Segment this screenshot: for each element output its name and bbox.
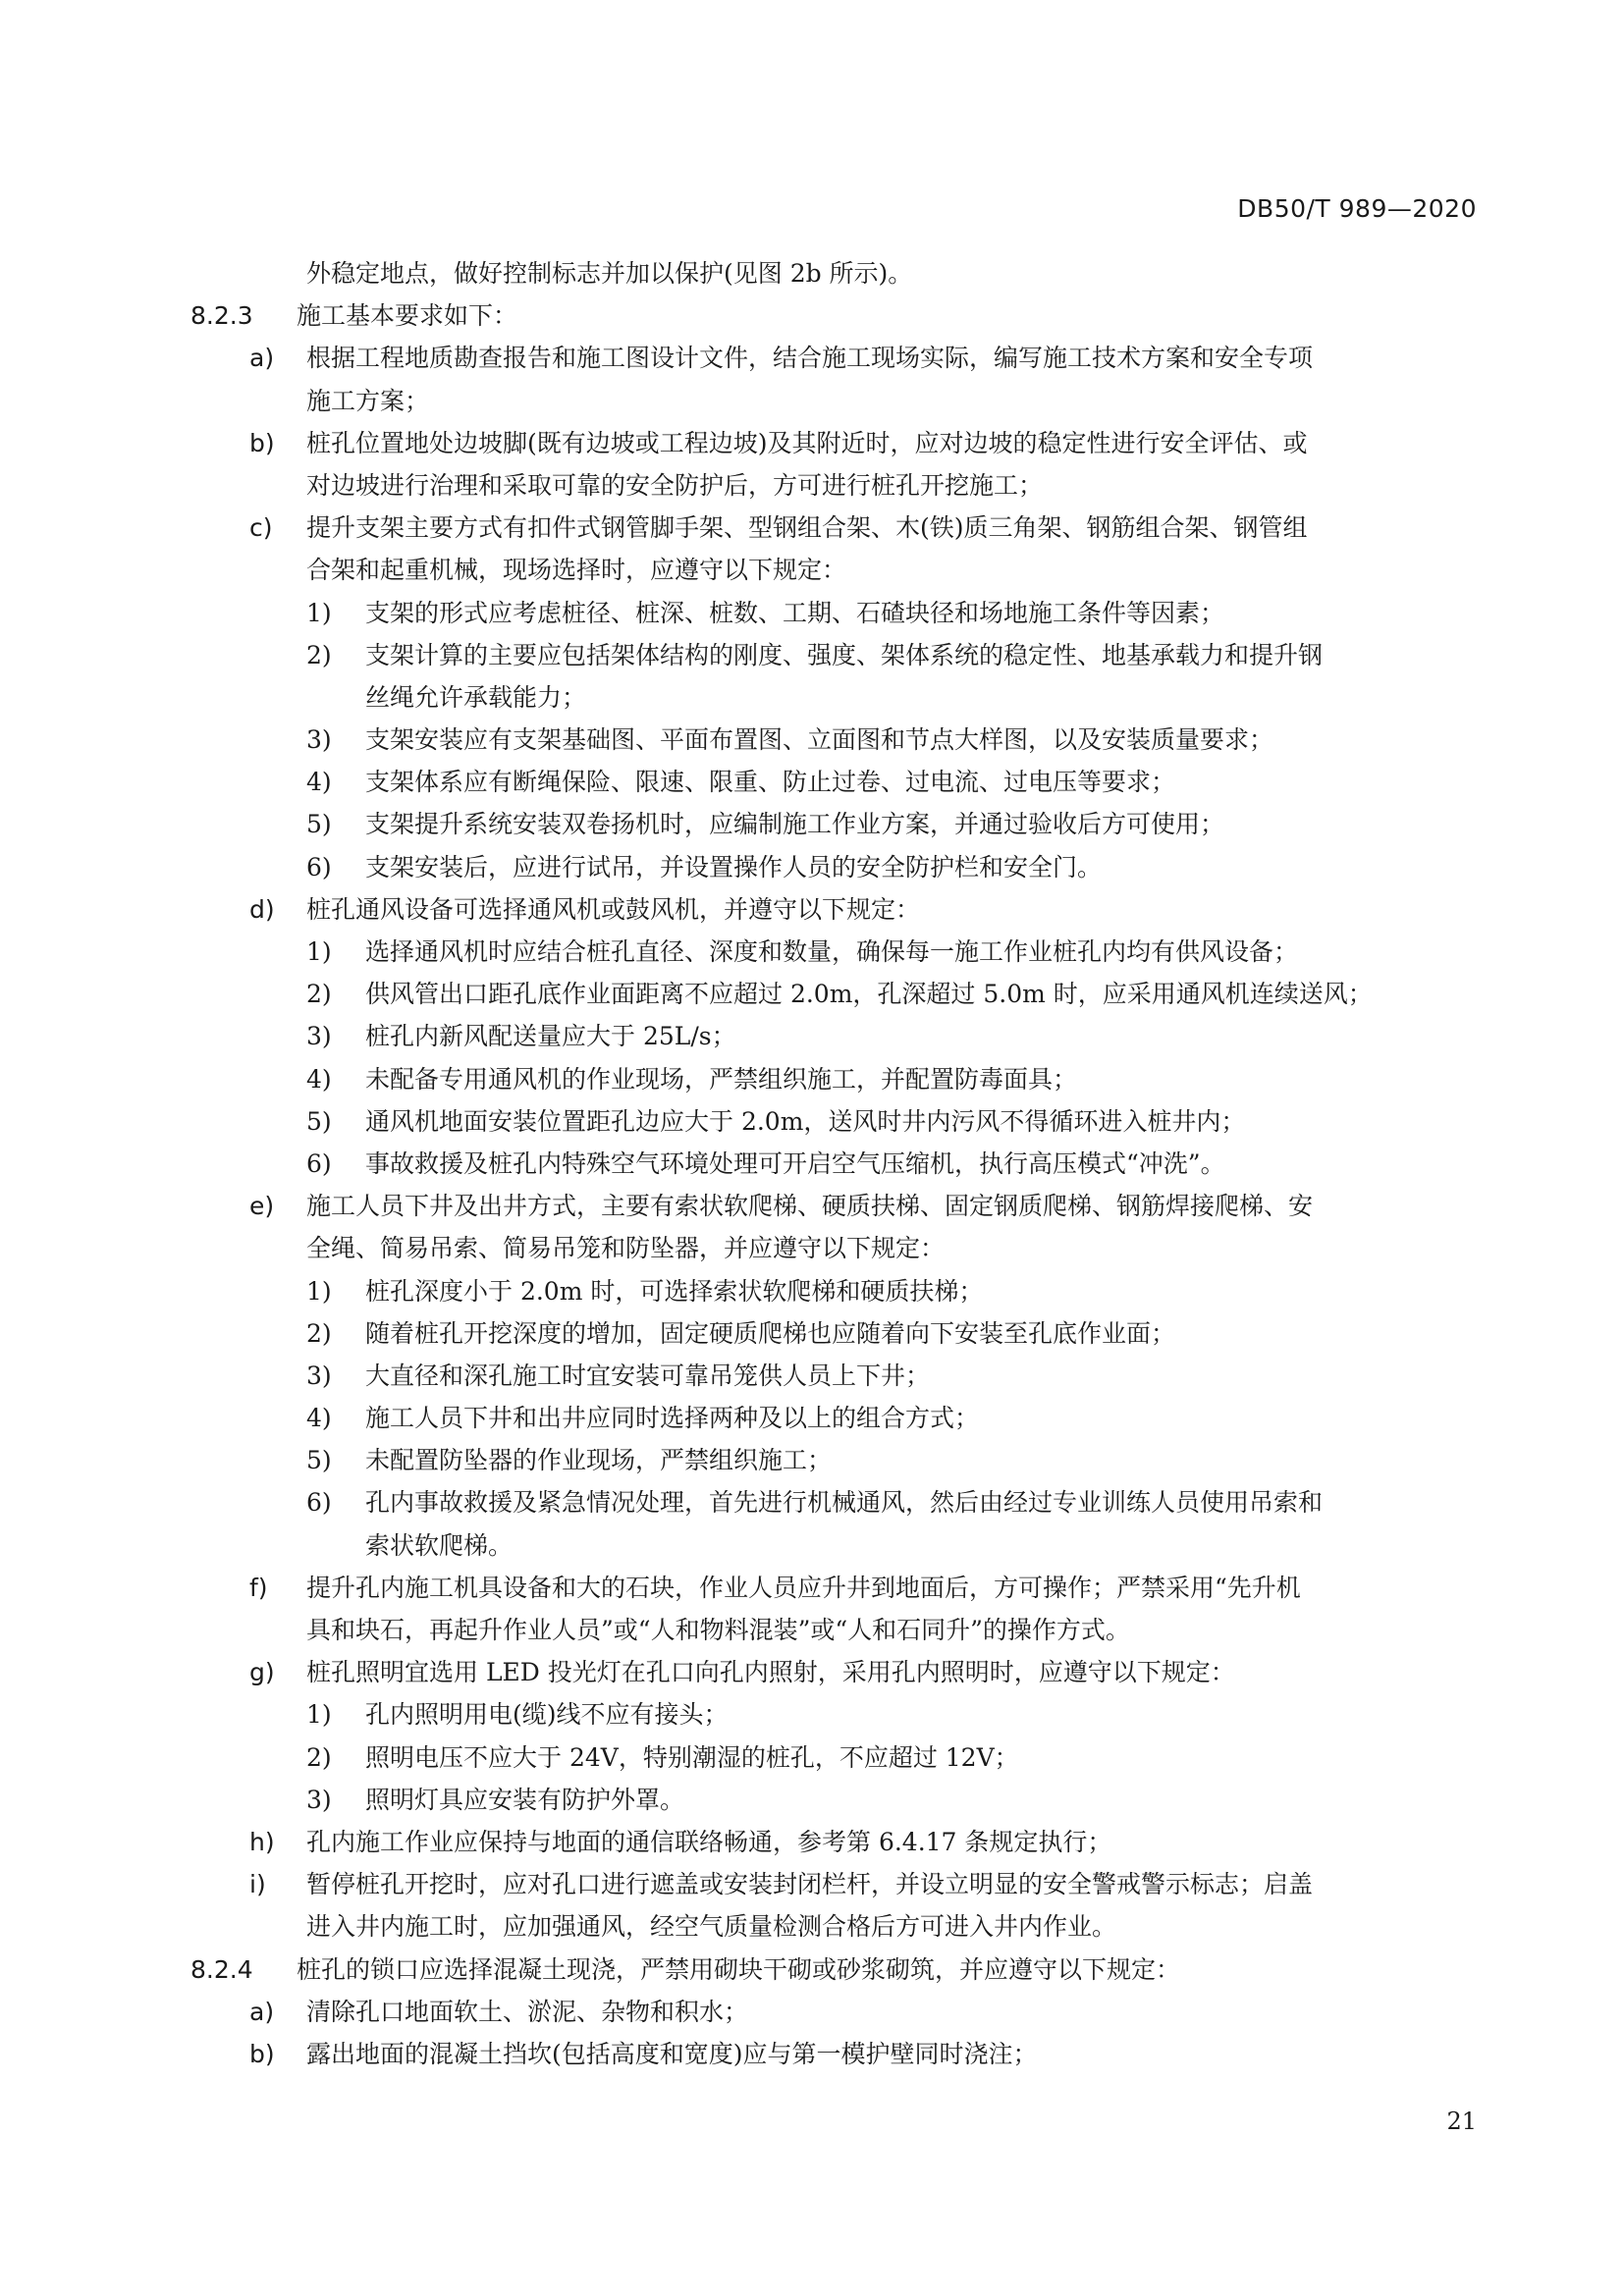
list-marker: 2)	[306, 640, 332, 669]
section-heading	[0, 294, 1624, 337]
section-number: 8.2.3	[190, 301, 253, 331]
line-text: 支架提升系统安装双卷扬机时，应编制施工作业方案，并通过验收后方可使用；	[365, 810, 1225, 839]
continuation-line	[0, 1524, 1624, 1567]
sub-list-item	[0, 634, 1624, 676]
list-marker: 6)	[306, 1488, 332, 1518]
line-text: 支架安装应有支架基础图、平面布置图、立面图和节点大样图，以及安装质量要求；	[365, 725, 1274, 755]
continuation-line	[0, 1227, 1624, 1269]
continuation-line	[0, 1609, 1624, 1651]
sub-list-item	[0, 1100, 1624, 1143]
sub-list-item	[0, 1270, 1624, 1312]
list-marker: b)	[249, 428, 275, 457]
list-marker: 3)	[306, 725, 332, 755]
list-item	[0, 888, 1624, 931]
line-text: 通风机地面安装位置距孔边应大于 2.0m，送风时井内污风不得循环进入桩井内；	[365, 1106, 1246, 1136]
line-text: 孔内事故救援及紧急情况处理，首先进行机械通风，然后由经过专业训练人员使用吊索和	[365, 1488, 1324, 1518]
line-text: 桩孔的锁口应选择混凝土现浇，严禁用砌块干砌或砂浆砌筑，并应遵守以下规定：	[297, 1954, 1181, 1984]
line-text: 提升孔内施工机具设备和大的石块，作业人员应升井到地面后，方可操作；严禁采用“先升机	[306, 1573, 1301, 1602]
line-text: 提升支架主要方式有扣件式钢管脚手架、型钢组合架、木(铁)质三角架、钢筋组合架、钢管组	[306, 513, 1308, 543]
line-text: 根据工程地质勘查报告和施工图设计文件，结合施工现场实际，编写施工技术方案和安全专项	[306, 344, 1314, 373]
line-text: 照明灯具应安装有防护外罩。	[365, 1785, 685, 1814]
list-marker: 1)	[306, 1276, 332, 1306]
line-text: 供风管出口距孔底作业面距离不应超过 2.0m，孔深超过 5.0m 时，应采用通风机连续送风；	[365, 980, 1373, 1009]
list-marker: e)	[249, 1192, 275, 1221]
continuation-line	[0, 380, 1624, 422]
list-marker: 4)	[306, 1404, 332, 1433]
list-marker: b)	[249, 2039, 275, 2068]
line-text: 桩孔内新风配送量应大于 25L/s；	[365, 1022, 736, 1051]
line-text: 支架计算的主要应包括架体结构的刚度、强度、架体系统的稳定性、地基承载力和提升钢	[365, 640, 1324, 669]
sub-list-item	[0, 719, 1624, 761]
continuation-line	[0, 464, 1624, 507]
line-text: 具和块石，再起升作业人员”或“人和物料混装”或“人和石同升”的操作方式。	[306, 1616, 1130, 1644]
document-code: DB50/T 989—2020	[1237, 194, 1477, 223]
list-item	[0, 1991, 1624, 2033]
sub-list-item	[0, 1355, 1624, 1397]
line-text: 大直径和深孔施工时宜安装可靠吊笼供人员上下井；	[365, 1361, 931, 1390]
sub-list-item	[0, 1143, 1624, 1185]
line-text: 支架的形式应考虑桩径、桩深、桩数、工期、石碴块径和场地施工条件等因素；	[365, 598, 1225, 627]
line-text: 露出地面的混凝土挡坎(包括高度和宽度)应与第一模护壁同时浇注；	[306, 2039, 1038, 2068]
line-text: 桩孔位置地处边坡脚(既有边坡或工程边坡)及其附近时，应对边坡的稳定性进行安全评估、或	[306, 428, 1308, 457]
line-text: 进入井内施工时，应加强通风，经空气质量检测合格后方可进入井内作业。	[306, 1912, 1117, 1942]
line-text: 丝绳允许承载能力；	[365, 682, 587, 712]
list-marker: 5)	[306, 810, 332, 839]
list-item	[0, 1651, 1624, 1693]
list-marker: 3)	[306, 1785, 332, 1814]
sub-list-item	[0, 592, 1624, 634]
line-text: 桩孔照明宜选用 LED 投光灯在孔口向孔内照射，采用孔内照明时，应遵守以下规定：	[306, 1658, 1235, 1687]
list-marker: a)	[249, 1997, 275, 2026]
list-item	[0, 2033, 1624, 2075]
sub-list-item	[0, 931, 1624, 973]
list-item	[0, 507, 1624, 549]
line-text: 桩孔深度小于 2.0m 时，可选择索状软爬梯和硬质扶梯；	[365, 1276, 984, 1306]
line-text: 随着桩孔开挖深度的增加，固定硬质爬梯也应随着向下安装至孔底作业面；	[365, 1318, 1176, 1348]
list-item	[0, 422, 1624, 464]
line-text: 合架和起重机械，现场选择时，应遵守以下规定：	[306, 556, 847, 585]
continuation-line	[0, 1905, 1624, 1948]
sub-list-item	[0, 1312, 1624, 1355]
sub-list-item	[0, 761, 1624, 803]
line-text: 暂停桩孔开挖时，应对孔口进行遮盖或安装封闭栏杆，并设立明显的安全警戒警示标志；启盖	[306, 1870, 1314, 1899]
continuation-line	[0, 676, 1624, 719]
sub-list-item	[0, 1058, 1624, 1100]
line-text: 支架安装后，应进行试吊，并设置操作人员的安全防护栏和安全门。	[365, 852, 1103, 881]
list-marker: c)	[249, 513, 273, 543]
sub-list-item	[0, 973, 1624, 1015]
line-text: 索状软爬梯。	[365, 1530, 514, 1560]
list-item	[0, 337, 1624, 379]
list-marker: 5)	[306, 1446, 332, 1475]
list-marker: f)	[249, 1573, 268, 1602]
sub-list-item	[0, 1736, 1624, 1779]
sub-list-item	[0, 846, 1624, 888]
line-text: 未配备专用通风机的作业现场，严禁组织施工，并配置防毒面具；	[365, 1064, 1078, 1094]
line-text: 施工方案；	[306, 386, 430, 415]
sub-list-item	[0, 1015, 1624, 1057]
line-text: 照明电压不应大于 24V，特别潮湿的桩孔，不应超过 12V；	[365, 1742, 1019, 1772]
sub-list-item	[0, 803, 1624, 845]
list-marker: 1)	[306, 1700, 332, 1730]
list-item	[0, 1821, 1624, 1863]
list-item	[0, 1863, 1624, 1905]
list-marker: 4)	[306, 1064, 332, 1094]
line-text: 施工人员下井和出井应同时选择两种及以上的组合方式；	[365, 1404, 980, 1433]
section-number: 8.2.4	[190, 1954, 253, 1984]
line-text: 孔内施工作业应保持与地面的通信联络畅通，参考第 6.4.17 条规定执行；	[306, 1827, 1112, 1856]
line-text: 全绳、简易吊索、简易吊笼和防坠器，并应遵守以下规定：	[306, 1234, 946, 1263]
list-marker: 3)	[306, 1361, 332, 1390]
sub-list-item	[0, 1481, 1624, 1523]
sub-list-item	[0, 1397, 1624, 1439]
list-marker: h)	[249, 1827, 275, 1856]
line-text: 选择通风机时应结合桩孔直径、深度和数量，确保每一施工作业桩孔内均有供风设备；	[365, 937, 1299, 966]
list-marker: i)	[249, 1870, 266, 1899]
list-marker: 2)	[306, 1742, 332, 1772]
sub-list-item	[0, 1779, 1624, 1821]
sub-list-item	[0, 1439, 1624, 1481]
line-text: 施工人员下井及出井方式，主要有索状软爬梯、硬质扶梯、固定钢质爬梯、钢筋焊接爬梯、安	[306, 1192, 1314, 1221]
line-text: 施工基本要求如下：	[297, 301, 518, 331]
section-heading	[0, 1949, 1624, 1991]
list-marker: d)	[249, 894, 275, 924]
list-item	[0, 1567, 1624, 1609]
list-marker: 4)	[306, 768, 332, 797]
line-text: 对边坡进行治理和采取可靠的安全防护后，方可进行桩孔开挖施工；	[306, 470, 1044, 500]
line-text: 未配置防坠器的作业现场，严禁组织施工；	[365, 1446, 833, 1475]
list-marker: 1)	[306, 598, 332, 627]
list-marker: 3)	[306, 1022, 332, 1051]
line-text: 桩孔通风设备可选择通风机或鼓风机，并遵守以下规定：	[306, 894, 921, 924]
body-text	[0, 252, 1624, 2075]
list-marker: 6)	[306, 1148, 332, 1178]
line-text: 事故救援及桩孔内特殊空气环境处理可开启空气压缩机，执行高压模式“冲洗”。	[365, 1148, 1225, 1178]
line-text: 孔内照明用电(缆)线不应有接头；	[365, 1700, 729, 1730]
list-marker: 1)	[306, 937, 332, 966]
list-item	[0, 1185, 1624, 1227]
page-number: 21	[1446, 2108, 1477, 2135]
list-marker: a)	[249, 344, 275, 373]
list-marker: 2)	[306, 1318, 332, 1348]
sub-list-item	[0, 1693, 1624, 1735]
line-text: 支架体系应有断绳保险、限速、限重、防止过卷、过电流、过电压等要求；	[365, 768, 1176, 797]
line-text: 清除孔口地面软土、淤泥、杂物和积水；	[306, 1997, 749, 2026]
list-marker: g)	[249, 1658, 275, 1687]
continuation-line	[0, 549, 1624, 591]
list-marker: 6)	[306, 852, 332, 881]
list-marker: 5)	[306, 1106, 332, 1136]
continuation-line	[0, 252, 1624, 294]
line-text: 外稳定地点，做好控制标志并加以保护(见图 2b 所示)。	[306, 259, 913, 288]
list-marker: 2)	[306, 980, 332, 1009]
